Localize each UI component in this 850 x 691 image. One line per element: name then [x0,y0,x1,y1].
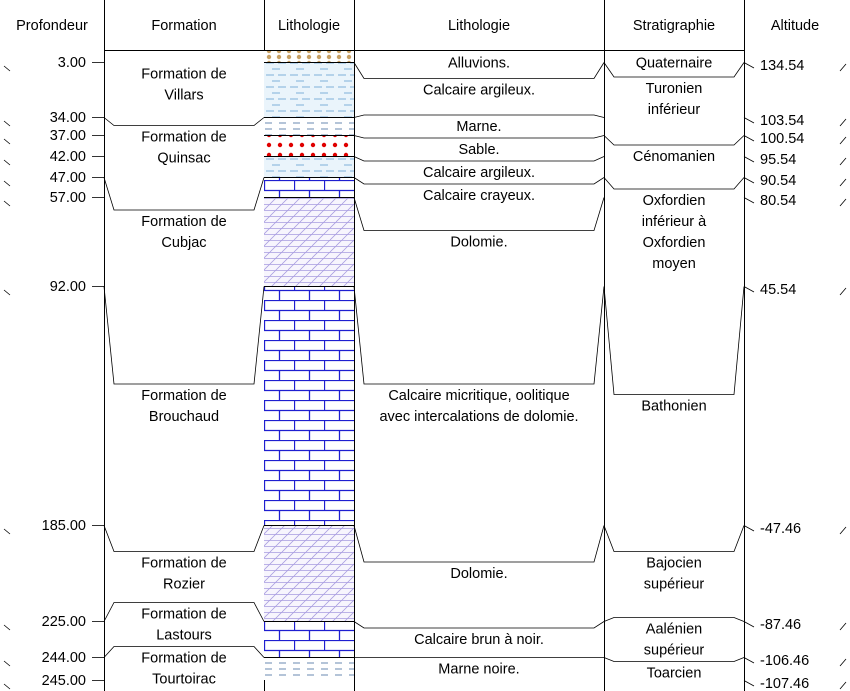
formation-label: Formation de [141,129,227,146]
depth-tick [4,201,10,206]
formation-label: Lastours [156,627,212,644]
lithology-description-divider [354,136,604,139]
altitude-value: -106.46 [760,653,810,669]
lithology-description-label: Marne noire. [438,661,520,678]
formation-label: Formation de [141,214,227,230]
stratigraphy-label: supérieur [643,642,705,659]
depth-value: 34.00 [49,110,86,126]
altitude-tick [744,526,754,532]
altitude-tick [744,118,754,124]
altitude-tick [840,179,846,186]
lithology-layer-sand [264,135,354,156]
header-lithology-description: Lithologie [447,18,511,34]
lithology-description-label: Dolomie. [450,566,508,582]
depth-tick [4,121,10,126]
formation-label: Tourtoirac [152,671,216,688]
altitude-value: 90.54 [760,173,797,189]
depth-value: 225.00 [41,614,86,630]
lithology-layer-marl [264,117,354,135]
altitude-value: 134.54 [760,58,805,74]
lithology-layer-dolomite [264,197,354,286]
altitude-value: 45.54 [760,282,797,298]
lithology-description-divider [354,622,604,629]
stratigraphy-label: Turonien [645,81,703,97]
lithology-description-label: Sable. [458,142,500,158]
header-formation: Formation [151,18,217,34]
altitude-value: 100.54 [760,131,805,147]
stratigraphy-label: supérieur [643,576,705,593]
altitude-tick [840,64,846,71]
altitude-tick [744,178,754,184]
formation-divider [104,526,264,552]
altitude-tick [744,287,754,293]
altitude-tick [840,199,846,206]
altitude-column [744,58,846,691]
formation-divider [104,178,264,211]
lithology-description-divider [354,115,604,118]
altitude-tick [840,527,846,534]
header-depth: Profondeur [16,18,88,34]
formation-label: Formation de [141,388,227,404]
altitude-tick [840,623,846,630]
lithology-column [264,51,354,680]
altitude-tick [744,198,754,204]
depth-value: 92.00 [49,279,86,295]
altitude-tick [744,658,754,664]
altitude-value: 95.54 [760,152,797,168]
stratigraphy-column [604,56,744,682]
depth-tick [4,160,10,165]
formation-column [104,67,264,688]
formation-label: Quinsac [157,150,211,167]
stratigraphy-divider [604,178,744,190]
altitude-value: 80.54 [760,193,797,209]
lithology-layer-clay_limestone [264,62,354,117]
stratigraphy-label: Oxfordien [642,235,706,251]
altitude-tick [744,681,754,687]
depth-tick [4,181,10,186]
depth-tick [4,66,10,71]
altitude-value: -107.46 [760,676,810,691]
lithology-description-label: Dolomie. [450,234,508,251]
lithology-description-label: Calcaire micritique, oolitique [388,388,570,404]
depth-tick [4,139,10,144]
formation-label: Formation de [141,66,227,83]
depth-tick [4,529,10,534]
lithology-description-label: avec intercalations de dolomie. [379,409,579,425]
lithology-layer-limestone [264,621,354,657]
depth-value: 245.00 [41,673,86,689]
depth-tick [4,661,10,666]
lithology-description-divider [354,287,604,385]
altitude-value: -47.46 [760,521,802,537]
formation-label: Formation de [141,555,227,572]
header-row [16,18,819,34]
lithology-description-divider [354,526,604,563]
depth-column [4,55,104,689]
depth-value: 42.00 [49,149,86,165]
lithology-layer-limestone [264,286,354,525]
depth-value: 244.00 [41,650,86,666]
altitude-tick [840,137,846,144]
stratigraphy-label: Quaternaire [635,55,713,72]
lithology-description-label: Calcaire argileux. [422,165,536,181]
formation-label: Brouchaud [148,409,220,425]
altitude-tick [744,157,754,163]
stratigraphy-label: Bathonien [641,398,707,415]
lithology-description-label: Alluvions. [447,55,511,72]
altitude-value: -87.46 [760,617,802,633]
stratigraphy-label: Toarcien [646,665,702,682]
stratigraphy-label: inférieur à [641,214,707,230]
formation-label: Formation de [141,606,227,623]
formation-label: Rozier [163,576,205,593]
depth-tick [4,684,10,689]
header-altitude: Altitude [770,18,820,34]
altitude-tick [840,119,846,126]
lithology-description-label: Marne. [456,119,502,135]
lithology-description-label: Calcaire argileux. [422,82,536,99]
depth-tick [4,290,10,295]
depth-value: 3.00 [57,55,86,71]
lithology-description-column [354,56,604,678]
depth-value: 185.00 [41,518,86,534]
formation-label: Villars [164,87,204,104]
formation-divider [104,287,264,385]
lithology-description-label: Calcaire brun à noir. [414,632,544,648]
stratigraphy-label: Oxfordien [642,193,706,209]
header-stratigraphy: Stratigraphie [632,18,716,34]
stratigraphy-divider [604,287,744,395]
depth-value: 37.00 [49,128,86,144]
formation-label: Formation de [141,650,227,667]
stratigraphy-divider [604,136,744,146]
lithology-layer-marl [264,657,354,680]
lithology-layer-dolomite [264,525,354,621]
altitude-tick [744,622,754,628]
altitude-tick [744,63,754,69]
stratigraphy-label: inférieur [647,102,701,118]
stratigraphy-label: Cénomanien [632,149,716,165]
header-lithology-pattern: Lithologie [277,18,341,34]
depth-tick [4,625,10,630]
stratigraphy-label: moyen [652,256,696,272]
altitude-tick [840,288,846,295]
formation-divider [104,118,264,126]
depth-value: 47.00 [49,170,86,186]
stratigraphy-divider [604,526,744,552]
stratigraphy-label: Bajocien [646,555,702,572]
lithology-layer-alluvium [264,51,354,62]
altitude-tick [840,158,846,165]
altitude-value: 103.54 [760,113,805,129]
lithology-layer-clay_limestone [264,156,354,177]
lithology-layer-limestone [264,177,354,197]
stratigraphy-label: Aalénien [645,621,703,638]
lithology-description-label: Calcaire crayeux. [422,188,536,204]
altitude-tick [840,682,846,689]
altitude-tick [744,136,754,142]
altitude-tick [840,659,846,666]
formation-label: Cubjac [161,235,207,251]
depth-value: 57.00 [49,190,86,206]
